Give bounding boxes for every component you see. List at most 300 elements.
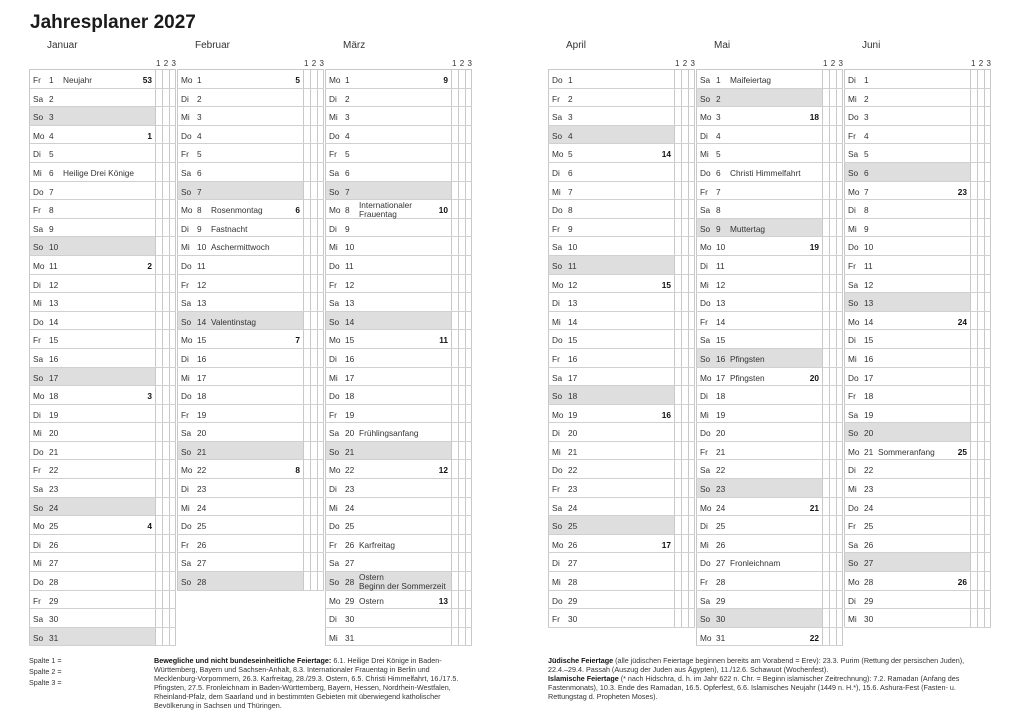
day-row[interactable] [177, 423, 324, 442]
column-3-cell[interactable] [688, 70, 695, 88]
column-2-cell[interactable] [310, 330, 317, 348]
column-3-cell[interactable] [465, 256, 472, 274]
column-2-cell[interactable] [310, 144, 317, 162]
column-1-cell[interactable] [155, 182, 162, 200]
column-3-cell[interactable] [688, 256, 695, 274]
column-3-cell[interactable] [465, 275, 472, 293]
column-1-cell[interactable] [155, 498, 162, 516]
column-2-cell[interactable] [310, 405, 317, 423]
column-3-cell[interactable] [465, 182, 472, 200]
column-1-cell[interactable] [451, 591, 458, 609]
column-3-cell[interactable] [984, 368, 991, 386]
column-2-cell[interactable] [681, 256, 688, 274]
day-cell[interactable] [548, 237, 674, 255]
day-row[interactable] [844, 498, 991, 517]
column-1-cell[interactable] [674, 479, 681, 497]
day-cell[interactable] [177, 126, 303, 144]
day-cell[interactable] [325, 460, 451, 478]
day-cell[interactable] [844, 89, 970, 107]
day-cell[interactable] [696, 107, 822, 125]
day-cell[interactable] [844, 107, 970, 125]
day-cell[interactable] [325, 256, 451, 274]
day-cell[interactable] [177, 275, 303, 293]
column-1-cell[interactable] [674, 368, 681, 386]
day-row[interactable] [325, 349, 472, 368]
column-2-cell[interactable] [310, 553, 317, 571]
day-row[interactable] [548, 405, 695, 424]
column-3-cell[interactable] [317, 163, 324, 181]
column-1-cell[interactable] [303, 498, 310, 516]
column-1-cell[interactable] [303, 89, 310, 107]
day-cell[interactable] [29, 237, 155, 255]
column-1-cell[interactable] [303, 182, 310, 200]
column-1-cell[interactable] [155, 163, 162, 181]
day-cell[interactable] [29, 107, 155, 125]
day-cell[interactable] [548, 293, 674, 311]
column-3-cell[interactable] [169, 163, 176, 181]
day-cell[interactable] [325, 609, 451, 627]
day-row[interactable] [844, 163, 991, 182]
column-1-cell[interactable] [674, 330, 681, 348]
day-row[interactable] [325, 275, 472, 294]
day-row[interactable] [844, 256, 991, 275]
column-3-cell[interactable] [688, 591, 695, 609]
day-row[interactable] [548, 423, 695, 442]
day-row[interactable] [29, 275, 176, 294]
day-cell[interactable] [844, 405, 970, 423]
day-row[interactable] [696, 219, 843, 238]
day-row[interactable] [325, 89, 472, 108]
column-1-cell[interactable] [303, 460, 310, 478]
column-2-cell[interactable] [681, 237, 688, 255]
column-2-cell[interactable] [310, 89, 317, 107]
column-3-cell[interactable] [465, 423, 472, 441]
column-3-cell[interactable] [317, 256, 324, 274]
column-2-cell[interactable] [458, 368, 465, 386]
column-1-cell[interactable] [155, 386, 162, 404]
column-2-cell[interactable] [458, 275, 465, 293]
column-1-cell[interactable] [451, 89, 458, 107]
day-cell[interactable] [696, 479, 822, 497]
column-2-cell[interactable] [310, 535, 317, 553]
day-row[interactable] [548, 89, 695, 108]
day-cell[interactable] [548, 386, 674, 404]
column-2-cell[interactable] [977, 126, 984, 144]
column-3-cell[interactable] [317, 442, 324, 460]
column-1-cell[interactable] [970, 572, 977, 590]
day-cell[interactable] [29, 89, 155, 107]
day-row[interactable] [844, 312, 991, 331]
column-1-cell[interactable] [822, 442, 829, 460]
day-cell[interactable] [548, 107, 674, 125]
column-1-cell[interactable] [970, 89, 977, 107]
column-1-cell[interactable] [970, 535, 977, 553]
column-3-cell[interactable] [688, 182, 695, 200]
column-3-cell[interactable] [984, 553, 991, 571]
column-3-cell[interactable] [317, 293, 324, 311]
day-cell[interactable] [177, 405, 303, 423]
day-cell[interactable] [29, 219, 155, 237]
day-row[interactable] [696, 89, 843, 108]
column-3-cell[interactable] [465, 368, 472, 386]
column-2-cell[interactable] [310, 460, 317, 478]
day-row[interactable] [844, 349, 991, 368]
column-3-cell[interactable] [836, 107, 843, 125]
day-cell[interactable] [844, 368, 970, 386]
column-1-cell[interactable] [451, 144, 458, 162]
column-1-cell[interactable] [822, 535, 829, 553]
column-1-cell[interactable] [674, 516, 681, 534]
day-row[interactable] [696, 572, 843, 591]
column-1-cell[interactable] [303, 237, 310, 255]
column-3-cell[interactable] [465, 126, 472, 144]
day-cell[interactable] [325, 200, 451, 218]
column-1-cell[interactable] [970, 330, 977, 348]
day-cell[interactable] [177, 553, 303, 571]
day-row[interactable] [325, 182, 472, 201]
day-cell[interactable] [696, 219, 822, 237]
day-row[interactable] [548, 312, 695, 331]
column-2-cell[interactable] [458, 572, 465, 590]
day-cell[interactable] [177, 107, 303, 125]
column-2-cell[interactable] [829, 535, 836, 553]
column-3-cell[interactable] [836, 628, 843, 646]
day-cell[interactable] [696, 330, 822, 348]
day-row[interactable] [325, 535, 472, 554]
column-2-cell[interactable] [977, 237, 984, 255]
column-2-cell[interactable] [310, 70, 317, 88]
column-1-cell[interactable] [674, 349, 681, 367]
column-2-cell[interactable] [310, 479, 317, 497]
column-1-cell[interactable] [822, 163, 829, 181]
day-row[interactable] [325, 107, 472, 126]
day-row[interactable] [844, 275, 991, 294]
day-cell[interactable] [177, 572, 303, 590]
column-3-cell[interactable] [317, 182, 324, 200]
day-cell[interactable] [177, 349, 303, 367]
day-row[interactable] [177, 498, 324, 517]
day-cell[interactable] [177, 256, 303, 274]
column-3-cell[interactable] [836, 256, 843, 274]
day-row[interactable] [325, 386, 472, 405]
column-1-cell[interactable] [451, 460, 458, 478]
column-1-cell[interactable] [451, 163, 458, 181]
column-1-cell[interactable] [970, 293, 977, 311]
column-1-cell[interactable] [451, 553, 458, 571]
day-row[interactable] [29, 349, 176, 368]
column-1-cell[interactable] [155, 107, 162, 125]
column-3-cell[interactable] [169, 237, 176, 255]
column-3-cell[interactable] [317, 460, 324, 478]
day-cell[interactable] [548, 219, 674, 237]
column-2-cell[interactable] [458, 182, 465, 200]
column-2-cell[interactable] [977, 442, 984, 460]
day-row[interactable] [325, 330, 472, 349]
day-cell[interactable] [696, 368, 822, 386]
day-cell[interactable] [548, 553, 674, 571]
column-1-cell[interactable] [970, 498, 977, 516]
day-cell[interactable] [29, 349, 155, 367]
day-row[interactable] [177, 200, 324, 219]
column-3-cell[interactable] [688, 498, 695, 516]
day-cell[interactable] [29, 386, 155, 404]
column-2-cell[interactable] [162, 442, 169, 460]
day-cell[interactable] [548, 163, 674, 181]
day-cell[interactable] [844, 163, 970, 181]
column-2-cell[interactable] [829, 237, 836, 255]
day-row[interactable] [177, 442, 324, 461]
day-row[interactable] [696, 163, 843, 182]
day-cell[interactable] [844, 275, 970, 293]
column-3-cell[interactable] [836, 572, 843, 590]
column-2-cell[interactable] [458, 479, 465, 497]
column-2-cell[interactable] [977, 144, 984, 162]
column-2-cell[interactable] [162, 535, 169, 553]
day-cell[interactable] [696, 386, 822, 404]
day-row[interactable] [548, 275, 695, 294]
column-2-cell[interactable] [162, 609, 169, 627]
column-2-cell[interactable] [162, 144, 169, 162]
column-3-cell[interactable] [984, 535, 991, 553]
column-2-cell[interactable] [681, 312, 688, 330]
column-3-cell[interactable] [984, 330, 991, 348]
day-cell[interactable] [844, 535, 970, 553]
column-2-cell[interactable] [310, 126, 317, 144]
day-cell[interactable] [177, 386, 303, 404]
column-1-cell[interactable] [970, 70, 977, 88]
column-2-cell[interactable] [681, 368, 688, 386]
column-3-cell[interactable] [317, 237, 324, 255]
column-3-cell[interactable] [984, 460, 991, 478]
column-3-cell[interactable] [836, 498, 843, 516]
column-3-cell[interactable] [169, 200, 176, 218]
column-1-cell[interactable] [822, 591, 829, 609]
column-3-cell[interactable] [688, 423, 695, 441]
column-3-cell[interactable] [836, 70, 843, 88]
column-3-cell[interactable] [688, 126, 695, 144]
day-row[interactable] [177, 107, 324, 126]
day-row[interactable] [696, 256, 843, 275]
column-2-cell[interactable] [977, 386, 984, 404]
day-row[interactable] [29, 479, 176, 498]
day-row[interactable] [696, 330, 843, 349]
day-row[interactable] [29, 423, 176, 442]
column-1-cell[interactable] [674, 107, 681, 125]
column-3-cell[interactable] [688, 535, 695, 553]
day-cell[interactable] [325, 591, 451, 609]
day-cell[interactable] [177, 535, 303, 553]
column-2-cell[interactable] [977, 312, 984, 330]
day-cell[interactable] [696, 591, 822, 609]
column-1-cell[interactable] [155, 460, 162, 478]
day-row[interactable] [177, 405, 324, 424]
column-1-cell[interactable] [303, 423, 310, 441]
column-1-cell[interactable] [451, 200, 458, 218]
day-cell[interactable] [696, 553, 822, 571]
column-1-cell[interactable] [822, 368, 829, 386]
day-row[interactable] [29, 237, 176, 256]
day-cell[interactable] [325, 553, 451, 571]
column-1-cell[interactable] [970, 479, 977, 497]
column-1-cell[interactable] [970, 553, 977, 571]
day-cell[interactable] [844, 237, 970, 255]
day-cell[interactable] [548, 312, 674, 330]
day-cell[interactable] [696, 628, 822, 646]
day-cell[interactable] [696, 144, 822, 162]
column-1-cell[interactable] [303, 144, 310, 162]
column-2-cell[interactable] [458, 405, 465, 423]
day-row[interactable] [29, 312, 176, 331]
column-3-cell[interactable] [688, 219, 695, 237]
day-cell[interactable] [29, 256, 155, 274]
column-1-cell[interactable] [822, 460, 829, 478]
day-cell[interactable] [29, 405, 155, 423]
day-row[interactable] [844, 330, 991, 349]
day-row[interactable] [325, 256, 472, 275]
column-3-cell[interactable] [836, 535, 843, 553]
day-cell[interactable] [844, 293, 970, 311]
day-cell[interactable] [696, 609, 822, 627]
day-row[interactable] [548, 107, 695, 126]
column-3-cell[interactable] [984, 516, 991, 534]
column-3-cell[interactable] [688, 144, 695, 162]
column-2-cell[interactable] [162, 219, 169, 237]
column-2-cell[interactable] [162, 423, 169, 441]
column-3-cell[interactable] [465, 498, 472, 516]
day-row[interactable] [548, 516, 695, 535]
column-2-cell[interactable] [310, 442, 317, 460]
day-row[interactable] [696, 312, 843, 331]
day-row[interactable] [177, 572, 324, 591]
column-3-cell[interactable] [984, 498, 991, 516]
column-2-cell[interactable] [458, 498, 465, 516]
column-2-cell[interactable] [681, 200, 688, 218]
day-cell[interactable] [696, 293, 822, 311]
column-1-cell[interactable] [822, 200, 829, 218]
column-3-cell[interactable] [984, 591, 991, 609]
column-1-cell[interactable] [303, 293, 310, 311]
day-cell[interactable] [548, 349, 674, 367]
day-row[interactable] [696, 275, 843, 294]
column-3-cell[interactable] [169, 219, 176, 237]
column-3-cell[interactable] [169, 479, 176, 497]
column-1-cell[interactable] [155, 275, 162, 293]
day-cell[interactable] [325, 516, 451, 534]
day-row[interactable] [177, 70, 324, 89]
column-1-cell[interactable] [451, 70, 458, 88]
column-2-cell[interactable] [458, 423, 465, 441]
day-row[interactable] [29, 182, 176, 201]
day-row[interactable] [177, 312, 324, 331]
column-3-cell[interactable] [836, 200, 843, 218]
column-3-cell[interactable] [465, 312, 472, 330]
column-2-cell[interactable] [977, 591, 984, 609]
column-2-cell[interactable] [162, 312, 169, 330]
column-3-cell[interactable] [317, 89, 324, 107]
column-3-cell[interactable] [836, 182, 843, 200]
column-1-cell[interactable] [451, 386, 458, 404]
day-cell[interactable] [177, 237, 303, 255]
column-3-cell[interactable] [317, 368, 324, 386]
column-2-cell[interactable] [681, 535, 688, 553]
day-row[interactable] [548, 591, 695, 610]
column-1-cell[interactable] [674, 70, 681, 88]
column-3-cell[interactable] [836, 89, 843, 107]
column-1-cell[interactable] [970, 126, 977, 144]
day-row[interactable] [696, 368, 843, 387]
column-2-cell[interactable] [977, 70, 984, 88]
day-cell[interactable] [548, 460, 674, 478]
column-1-cell[interactable] [822, 107, 829, 125]
day-cell[interactable] [844, 591, 970, 609]
column-1-cell[interactable] [451, 479, 458, 497]
column-2-cell[interactable] [162, 237, 169, 255]
day-cell[interactable] [548, 89, 674, 107]
column-2-cell[interactable] [162, 330, 169, 348]
day-row[interactable] [325, 237, 472, 256]
column-3-cell[interactable] [984, 293, 991, 311]
day-cell[interactable] [325, 144, 451, 162]
day-cell[interactable] [177, 312, 303, 330]
column-2-cell[interactable] [977, 107, 984, 125]
day-row[interactable] [29, 219, 176, 238]
day-row[interactable] [325, 516, 472, 535]
day-row[interactable] [29, 368, 176, 387]
column-2-cell[interactable] [681, 163, 688, 181]
column-3-cell[interactable] [465, 107, 472, 125]
column-1-cell[interactable] [674, 89, 681, 107]
day-cell[interactable] [548, 479, 674, 497]
day-cell[interactable] [844, 256, 970, 274]
column-3-cell[interactable] [317, 535, 324, 553]
column-2-cell[interactable] [829, 349, 836, 367]
day-cell[interactable] [696, 349, 822, 367]
day-row[interactable] [548, 553, 695, 572]
day-cell[interactable] [29, 479, 155, 497]
day-row[interactable] [325, 498, 472, 517]
column-3-cell[interactable] [465, 70, 472, 88]
column-3-cell[interactable] [984, 312, 991, 330]
day-row[interactable] [177, 293, 324, 312]
column-1-cell[interactable] [155, 609, 162, 627]
column-1-cell[interactable] [822, 330, 829, 348]
day-row[interactable] [29, 405, 176, 424]
day-row[interactable] [325, 126, 472, 145]
column-1-cell[interactable] [674, 460, 681, 478]
day-row[interactable] [844, 89, 991, 108]
column-3-cell[interactable] [169, 498, 176, 516]
column-2-cell[interactable] [977, 572, 984, 590]
column-2-cell[interactable] [681, 144, 688, 162]
column-1-cell[interactable] [674, 182, 681, 200]
column-2-cell[interactable] [829, 312, 836, 330]
column-2-cell[interactable] [310, 293, 317, 311]
column-2-cell[interactable] [162, 107, 169, 125]
column-1-cell[interactable] [451, 275, 458, 293]
column-2-cell[interactable] [829, 107, 836, 125]
column-3-cell[interactable] [836, 609, 843, 627]
column-1-cell[interactable] [303, 442, 310, 460]
day-row[interactable] [844, 144, 991, 163]
day-cell[interactable] [548, 126, 674, 144]
column-3-cell[interactable] [169, 405, 176, 423]
column-2-cell[interactable] [977, 368, 984, 386]
day-row[interactable] [844, 591, 991, 610]
column-3-cell[interactable] [984, 70, 991, 88]
column-3-cell[interactable] [836, 144, 843, 162]
day-row[interactable] [29, 460, 176, 479]
day-cell[interactable] [325, 275, 451, 293]
